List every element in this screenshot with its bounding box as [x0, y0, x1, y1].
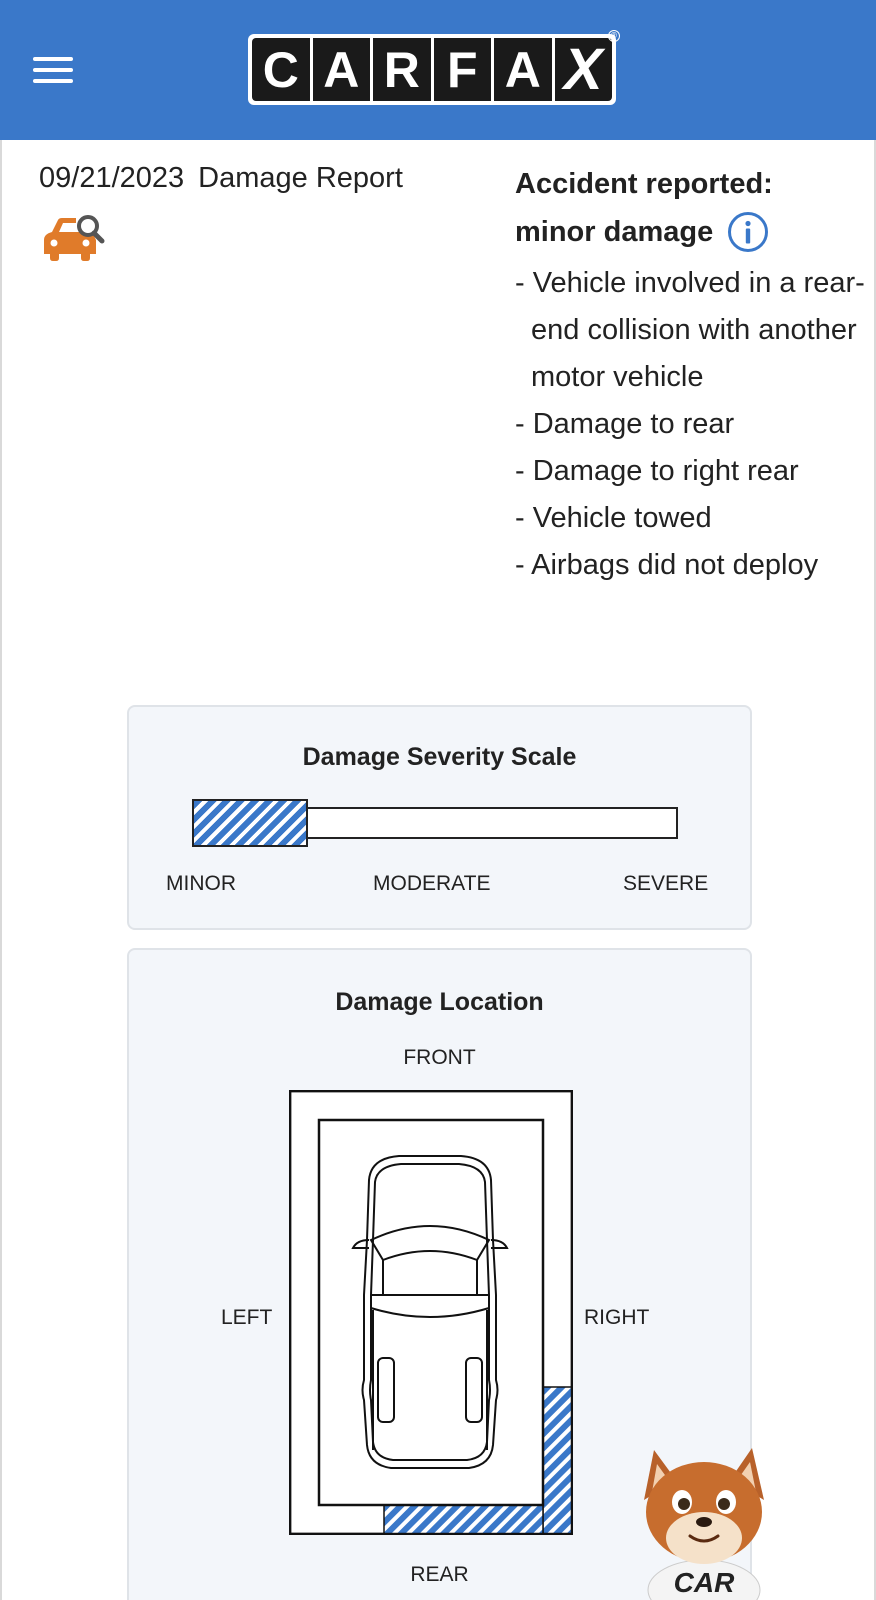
registered-mark: ®: [608, 30, 620, 42]
logo-letter: C: [262, 41, 299, 98]
logo-letter: A: [491, 38, 552, 101]
accident-severity-text: minor damage: [515, 216, 714, 248]
accident-details-list: [515, 260, 865, 589]
logo-letter: R: [370, 38, 431, 101]
app-header: [0, 0, 876, 140]
damage-report-section: [0, 140, 876, 1600]
accident-detail-item: - Damage to right rear: [515, 448, 865, 495]
accident-detail-item: - Vehicle towed: [515, 495, 865, 542]
info-icon[interactable]: [727, 211, 769, 253]
carfax-fox-mascot: [624, 1440, 784, 1600]
damage-zone-right-rear: [543, 1387, 572, 1534]
report-date: 09/21/2023: [39, 162, 185, 194]
damage-location-title: Damage Location: [335, 988, 544, 1016]
severity-scale-title: Damage Severity Scale: [302, 743, 577, 771]
location-label-left: LEFT: [221, 1306, 273, 1329]
location-label-right: RIGHT: [584, 1306, 650, 1329]
accident-summary: [515, 160, 865, 589]
logo-letter: A: [310, 38, 371, 101]
severity-scale-fill: [192, 799, 308, 847]
accident-severity: [515, 208, 865, 256]
car-outline-icon: [353, 1156, 507, 1468]
mascot-shirt-text: CAR: [673, 1567, 735, 1598]
accident-detail-item: - Airbags did not deploy: [515, 542, 865, 589]
hamburger-menu-icon[interactable]: [28, 48, 80, 92]
report-type: Damage Report: [198, 162, 403, 194]
report-header: [39, 162, 403, 195]
accident-title: Accident reported:: [515, 168, 773, 200]
damage-zone-rear: [384, 1505, 543, 1534]
damage-location-diagram: [289, 1090, 573, 1535]
location-label-front: FRONT: [403, 1046, 476, 1069]
severity-scale-card: [127, 705, 752, 930]
accident-detail-item: - Vehicle involved in a rear-end collision with another motor vehicle: [515, 260, 865, 401]
car-search-icon: [42, 212, 106, 264]
scale-label-severe: SEVERE: [623, 872, 709, 895]
accident-detail-item: - Damage to rear: [515, 401, 865, 448]
location-label-rear: REAR: [410, 1563, 469, 1586]
scale-label-moderate: MODERATE: [373, 872, 491, 895]
logo-letter: X: [552, 38, 613, 101]
carfax-logo[interactable]: [248, 31, 617, 105]
scale-label-minor: MINOR: [166, 872, 236, 895]
logo-letter: F: [431, 38, 492, 101]
